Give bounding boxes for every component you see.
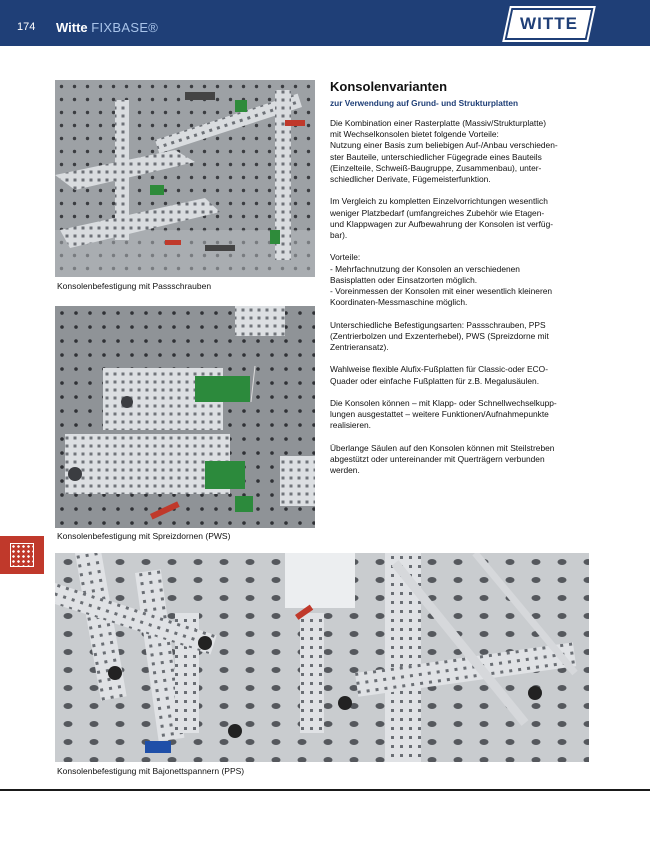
caption-figure-1: Konsolenbefestigung mit Passschrauben [57,281,212,291]
photo-bajonettspannern [55,553,589,762]
photo-spreizdornen [55,306,315,528]
photo-passschrauben [55,80,315,277]
paragraph-columns: Überlange Säulen auf den Konsolen können mit Steilstreben abgestützt oder untereinander mit Querträgern verbunden werden. [330,442,555,476]
caption-figure-2: Konsolenbefestigung mit Spreizdornen (PWS) [57,531,231,541]
paragraph-comparison: Im Vergleich zu kompletten Einzelvorrichtungen wesentlich weniger Platzbedarf (umfangreiches Zubehör wie Etagen- und Klappwagen zur Aufbewahrung der Konsolen ist verfüg- bar). [330,196,554,241]
caption-figure-3: Konsolenbefestigung mit Bajonettspannern (PPS) [57,766,245,776]
section-tab [0,536,44,574]
brand-name: Witte [56,20,88,35]
paragraph-mounting-types: Unterschiedliche Befestigungsarten: Passschrauben, PPS (Zentrierbolzen und Exzenterhebel), PWS (Spreizdorne mit Zentrieransatz). [330,319,549,353]
paragraph-couplings: Die Konsolen können – mit Klapp- oder Schnellwechselkupp- lungen ausgestattet – weitere Funktionen/Aufnahmepunkte realisieren. [330,398,557,431]
footer-rule [0,789,650,791]
page-number: 174 [17,21,36,33]
paragraph-foot-plates: Wahlweise flexible Alufix-Fußplatten für Classic-oder ECO- Quader oder einfache Fußplatten für z.B. Megalusäulen. [330,364,548,386]
grid-plate-icon [10,543,34,567]
article-subtitle: zur Verwendung auf Grund- und Strukturplatten [330,98,519,108]
paragraph-advantages: Vorteile: - Mehrfachnutzung der Konsolen an verschiedenen Basisplatten oder Einsatzorten möglich. - Voreinmessen der Konsolen mit einer wesentlich kleineren Koordinaten-Messmaschine möglich. [330,252,553,308]
brand-title [56,20,158,35]
header-bar [0,0,650,46]
article-title: Konsolenvarianten [330,79,448,94]
witte-logo [505,8,594,40]
paragraph-intro: Die Kombination einer Rasterplatte (Massiv/Strukturplatte) mit Wechselkonsolen bietet folgende Vorteile: Nutzung einer Basis zum beliebigen Auf-/Anbau verschieden- ster Bauteile, unterschiedlicher Fügegrade eines Bauteils (Einzelteile, Schweiß-Baugruppe, Zusammenbau), unter- schiedlicher Derivate, Fügemeisterfunktion. [330,118,558,185]
logo-text: WITTE [520,14,578,33]
article-body [330,118,592,488]
brand-product: FIXBASE® [91,20,159,35]
